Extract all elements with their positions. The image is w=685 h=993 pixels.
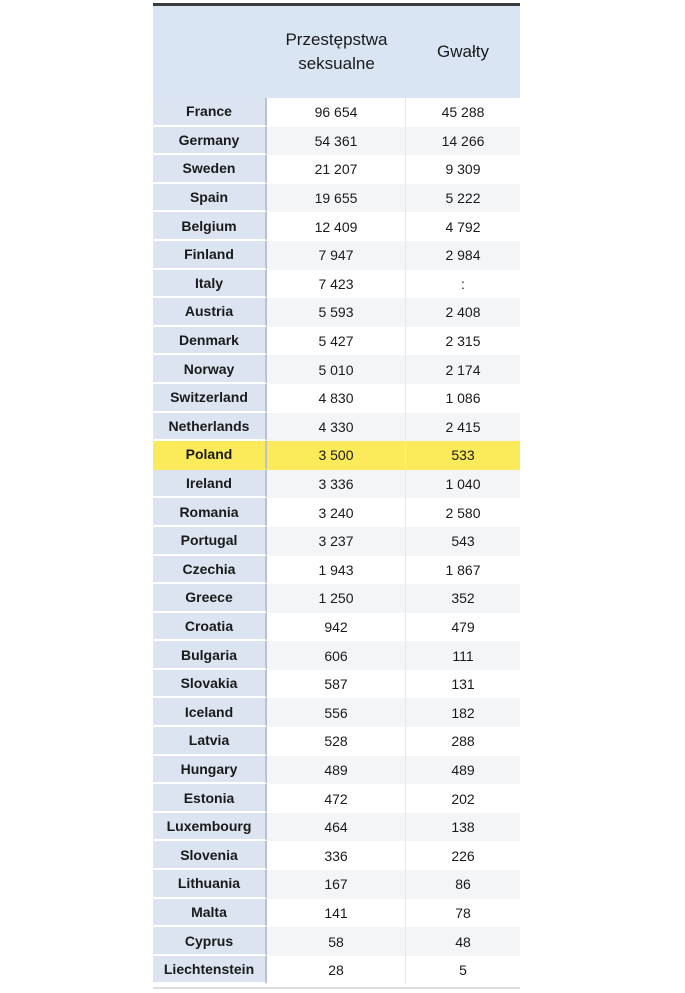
country-cell: Bulgaria	[153, 641, 267, 670]
rapes-cell: 2 580	[445, 504, 481, 521]
rapes-cell: 288	[451, 733, 475, 750]
country-cell: Netherlands	[153, 413, 267, 442]
rapes-cell: 479	[451, 618, 475, 635]
country-cell: Poland	[153, 441, 267, 470]
table-row	[153, 413, 520, 442]
header-sexual-offences: Przestępstwa seksualne	[285, 30, 388, 73]
table-row	[153, 212, 520, 241]
table-row	[153, 498, 520, 527]
sexual-offences-cell: 336	[267, 841, 406, 870]
sexual-offences-cell: 3 240	[267, 498, 406, 527]
country-cell: Slovakia	[153, 670, 267, 699]
country-cell: Finland	[153, 241, 267, 270]
rapes-cell: 2 984	[406, 241, 520, 270]
rapes-cell: :	[461, 275, 465, 292]
rapes-cell: 9 309	[445, 161, 481, 178]
country-cell: Italy	[153, 270, 267, 299]
sexual-offences-cell: 4 830	[267, 384, 406, 413]
table-row	[153, 584, 520, 613]
country-cell: Portugal	[153, 527, 267, 556]
table-row	[153, 870, 520, 899]
rapes-cell: 111	[406, 641, 520, 670]
rapes-cell: 182	[406, 698, 520, 727]
country-cell: Luxembourg	[153, 813, 267, 842]
country-cell: Estonia	[153, 784, 267, 813]
country-cell: Lithuania	[153, 870, 267, 899]
country-cell: Austria	[153, 298, 267, 327]
country-cell: Czechia	[153, 556, 267, 585]
rapes-cell: 489	[406, 756, 520, 785]
sexual-offences-cell: 19 655	[267, 184, 406, 213]
table-row	[153, 527, 520, 556]
rapes-cell: 2 174	[406, 355, 520, 384]
sexual-offences-cell: 7 423	[267, 270, 406, 299]
table-row	[153, 327, 520, 356]
rapes-cell: 1 040	[406, 470, 520, 499]
table-row	[153, 127, 520, 156]
table-row	[153, 784, 520, 813]
sexual-offences-cell: 472	[267, 784, 406, 813]
rapes-cell: 131	[451, 676, 475, 693]
rapes-cell: 5 222	[406, 184, 520, 213]
country-cell: Greece	[153, 584, 267, 613]
table-row	[153, 355, 520, 384]
country-cell: Iceland	[153, 698, 267, 727]
sexual-offences-cell: 587	[267, 670, 406, 699]
table-row	[153, 241, 520, 270]
rapes-cell: 4 792	[445, 218, 481, 235]
sexual-offences-cell: 5 427	[267, 327, 406, 356]
header-country	[153, 6, 267, 98]
country-cell: Spain	[153, 184, 267, 213]
country-cell: Germany	[153, 127, 267, 156]
sexual-offences-cell: 28	[267, 956, 406, 985]
sexual-offences-cell: 528	[267, 727, 406, 756]
rapes-cell: 543	[406, 527, 520, 556]
sexual-offences-cell: 556	[267, 698, 406, 727]
table-header	[153, 3, 520, 98]
sexual-offences-cell: 3 500	[267, 441, 406, 470]
sexual-offences-cell: 21 207	[267, 155, 406, 184]
rapes-cell: 48	[406, 927, 520, 956]
table-row	[153, 927, 520, 956]
table-bottom-divider	[153, 987, 520, 989]
rapes-cell: 5	[459, 962, 467, 979]
rapes-cell: 2 415	[406, 413, 520, 442]
rapes-cell: 1 867	[445, 561, 481, 578]
table-row	[153, 899, 520, 928]
table-row	[153, 641, 520, 670]
country-cell: Norway	[153, 355, 267, 384]
sexual-offences-cell: 606	[267, 641, 406, 670]
country-cell: Sweden	[153, 155, 267, 184]
country-cell: Slovenia	[153, 841, 267, 870]
country-cell: Belgium	[153, 212, 267, 241]
table-row	[153, 613, 520, 642]
table-body	[153, 98, 520, 984]
sexual-offences-cell: 58	[267, 927, 406, 956]
table-row	[153, 670, 520, 699]
country-cell: Hungary	[153, 756, 267, 785]
table-row	[153, 384, 520, 413]
country-cell: Ireland	[153, 470, 267, 499]
sexual-offences-cell: 5 593	[267, 298, 406, 327]
country-cell: Malta	[153, 899, 267, 928]
sexual-offences-cell: 942	[267, 613, 406, 642]
table-row	[153, 813, 520, 842]
rapes-cell: 14 266	[406, 127, 520, 156]
sexual-offences-cell: 464	[267, 813, 406, 842]
table-row	[153, 155, 520, 184]
table-row	[153, 956, 520, 985]
rapes-cell: 138	[406, 813, 520, 842]
table-row	[153, 727, 520, 756]
rapes-cell: 533	[406, 441, 520, 470]
rapes-cell: 2 408	[406, 298, 520, 327]
sexual-offences-cell: 489	[267, 756, 406, 785]
country-cell: Latvia	[153, 727, 267, 756]
sexual-offences-cell: 1 250	[267, 584, 406, 613]
rapes-cell: 45 288	[441, 104, 485, 121]
table-row	[153, 756, 520, 785]
sexual-offences-cell: 141	[267, 899, 406, 928]
crime-statistics-table	[153, 3, 520, 984]
country-cell: Croatia	[153, 613, 267, 642]
rapes-cell: 1 086	[445, 390, 481, 407]
country-cell: Liechtenstein	[153, 956, 267, 985]
sexual-offences-cell: 7 947	[267, 241, 406, 270]
rapes-cell: 78	[455, 904, 471, 921]
sexual-offences-cell: 4 330	[267, 413, 406, 442]
table-row	[153, 298, 520, 327]
table-row	[153, 184, 520, 213]
table-row-highlighted	[153, 441, 520, 470]
header-rapes: Gwałty	[437, 42, 489, 61]
table-row	[153, 556, 520, 585]
sexual-offences-cell: 5 010	[267, 355, 406, 384]
sexual-offences-cell: 54 361	[267, 127, 406, 156]
table-row	[153, 698, 520, 727]
country-cell: France	[153, 98, 267, 127]
sexual-offences-cell: 167	[267, 870, 406, 899]
rapes-cell: 2 315	[445, 333, 481, 350]
sexual-offences-cell: 3 336	[267, 470, 406, 499]
rapes-cell: 86	[406, 870, 520, 899]
country-cell: Romania	[153, 498, 267, 527]
rapes-cell: 202	[451, 790, 475, 807]
rapes-cell: 352	[406, 584, 520, 613]
sexual-offences-cell: 3 237	[267, 527, 406, 556]
rapes-cell: 226	[451, 847, 475, 864]
sexual-offences-cell: 96 654	[267, 98, 406, 127]
sexual-offences-cell: 1 943	[267, 556, 406, 585]
table-row	[153, 270, 520, 299]
table-row	[153, 470, 520, 499]
country-cell: Denmark	[153, 327, 267, 356]
sexual-offences-cell: 12 409	[267, 212, 406, 241]
country-cell: Cyprus	[153, 927, 267, 956]
table-row	[153, 98, 520, 127]
country-cell: Switzerland	[153, 384, 267, 413]
table-row	[153, 841, 520, 870]
